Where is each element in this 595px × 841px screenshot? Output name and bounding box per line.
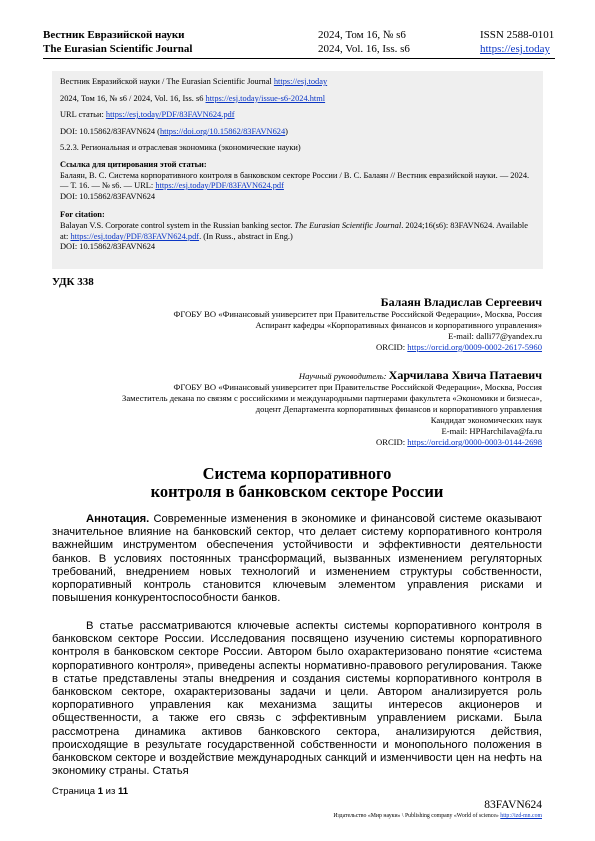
journal-title-en: The Eurasian Scientific Journal — [43, 43, 193, 55]
supervisor-name: Харчилава Хвича Патаевич — [388, 368, 542, 382]
citation-ru-heading: Ссылка для цитирования этой статьи: — [60, 159, 207, 169]
author-block-2 — [52, 368, 542, 448]
author-block-1 — [52, 295, 542, 353]
meta-doi-link[interactable]: https://doi.org/10.15862/83FAVN624 — [159, 126, 286, 136]
meta-url: URL статьи: https://esj.today/PDF/83FAVN624.pdf — [60, 110, 235, 120]
author-name: Балаян Владислав Сергеевич — [380, 295, 542, 309]
supervisor-heading — [52, 368, 542, 382]
article-code: 83FAVN624 — [484, 799, 542, 811]
supervisor-role: Научный руководитель: — [298, 371, 389, 381]
issue-ru: 2024, Том 16, № s6 — [318, 29, 406, 41]
publisher-line: Издательство «Мир науки» \ Publishing company «World of science» http://izd-mn.com — [333, 813, 542, 819]
meta-doi: DOI: 10.15862/83FAVN624 (https://doi.org/10.15862/83FAVN624) — [60, 126, 288, 136]
udk-code: УДК 338 — [52, 276, 94, 288]
abstract-label: Аннотация. — [86, 513, 150, 525]
journal-header — [43, 28, 555, 56]
supervisor-position: Заместитель декана по связям с российскими и международными партнерами факультета «Экономики и бизнеса», — [122, 393, 542, 403]
journal-url-link[interactable]: https://esj.today — [480, 43, 550, 55]
publisher-link[interactable]: http://izd-mn.com — [500, 813, 542, 819]
citation-en-link[interactable]: https://esj.today/PDF/83FAVN624.pdf — [70, 231, 200, 241]
supervisor-email: E-mail: HPHarchilava@fa.ru — [441, 426, 542, 436]
issue-en: 2024, Vol. 16, Iss. s6 — [318, 43, 410, 55]
abstract-paragraph-1: Аннотация. Современные изменения в экономике и финансовой системе оказывают значительное влияние на банковский сектор, что делает систему корпоративного контроля важнейшим инструментом обеспечения устойчивости и эффективности деятельности банков. В условиях постоянных трансформаций, вызванных изменением регуляторных требований, внедрением новых технологий и изменением структуры собственности, корпоративный контроль становится ключевым элементом управления рисками и повышения конкурентоспособности банков. — [52, 513, 542, 605]
citation-en-heading: For citation: — [60, 210, 105, 220]
author-email: E-mail: dalli77@yandex.ru — [448, 331, 542, 341]
page-counter: Страница 1 из 11 — [52, 786, 128, 797]
meta-specialty: 5.2.3. Региональная и отраслевая экономика (экономические науки) — [60, 143, 301, 153]
meta-issue-link[interactable]: https://esj.today/issue-s6-2024.html — [205, 93, 326, 103]
author-position: Аспирант кафедры «Корпоративных финансов и корпоративного управления» — [255, 320, 542, 330]
citation-en: For citation: Balayan V.S. Corporate control system in the Russian banking sector. The Eurasian Scientific Journal. 2024;16(s6): 83FAVN624. Available at: https://esj.today/PDF/83FAVN624.pdf. (In Russ., abstract in Eng.) DOI: 10.15862/83FAVN624 — [60, 210, 528, 252]
article-meta-box — [52, 71, 543, 269]
supervisor-orcid: ORCID: https://orcid.org/0000-0003-0144-2698 — [376, 437, 542, 447]
meta-journal: Вестник Евразийской науки / The Eurasian Scientific Journal https://esj.today — [60, 77, 328, 86]
issn: ISSN 2588-0101 — [480, 29, 555, 41]
article-title: Система корпоративного контроля в банковском секторе России — [150, 464, 444, 501]
meta-article-link[interactable]: https://esj.today/PDF/83FAVN624.pdf — [105, 110, 235, 120]
supervisor-degree: Кандидат экономических наук — [430, 415, 542, 425]
meta-journal-link[interactable]: https://esj.today — [273, 77, 328, 86]
header-divider — [43, 58, 555, 59]
author-orcid: ORCID: https://orcid.org/0009-0002-2617-5960 — [376, 342, 542, 352]
author-affiliation: ФГОБУ ВО «Финансовый университет при Правительстве Российской Федерации», Москва, Россия — [173, 309, 542, 319]
citation-ru-link[interactable]: https://esj.today/PDF/83FAVN624.pdf — [155, 181, 284, 191]
abstract-paragraph-2: В статье рассматриваются ключевые аспекты системы корпоративного контроля в банковском секторе России. Исследования посвящено изучению системы корпоративного контроля в банковском секторе России. Автором было охарактеризовано понятие «система корпоративного контроля», приведены аспекты нормативно-правового регулирования. Также в статье представлены этапы внедрения и создания системы корпоративного контроля в банковском секторе, охарактеризованы задачи и цели. Автором анализируется роль корпоративного управления как механизма защиты интересов акционеров и общественности, а также его связь с эффективным управлением рисками. Была рассмотрена динамика активов банковского сектора, анализируются действия, происходящие в результате государственной собственности и монопольного положения в банковском секторе и воздействие международных санкций и изменчивости цен на нефть на экономику страны. Статья — [52, 620, 542, 778]
author-orcid-link[interactable]: https://orcid.org/0009-0002-2617-5960 — [407, 342, 542, 352]
supervisor-affiliation: ФГОБУ ВО «Финансовый университет при Правительстве Российской Федерации», Москва, Россия — [173, 382, 542, 392]
supervisor-orcid-link[interactable]: https://orcid.org/0000-0003-0144-2698 — [407, 437, 542, 447]
citation-ru: Ссылка для цитирования этой статьи: Балаян, В. С. Система корпоративного контроля в банковском секторе России / В. С. Балаян // Вестник евразийской науки. — 2024. — Т. 16. — № s6. — URL: https://esj.today/PDF/83FAVN624.pdf DOI: 10.15862/83FAVN624 — [60, 159, 530, 201]
meta-issue: 2024, Том 16, № s6 / 2024, Vol. 16, Iss. s6 https://esj.today/issue-s6-2024.html — [60, 93, 326, 103]
journal-title-ru: Вестник Евразийской науки — [43, 29, 185, 41]
supervisor-department: доцент Департамента корпоративных финансов и корпоративного управления — [255, 404, 542, 414]
